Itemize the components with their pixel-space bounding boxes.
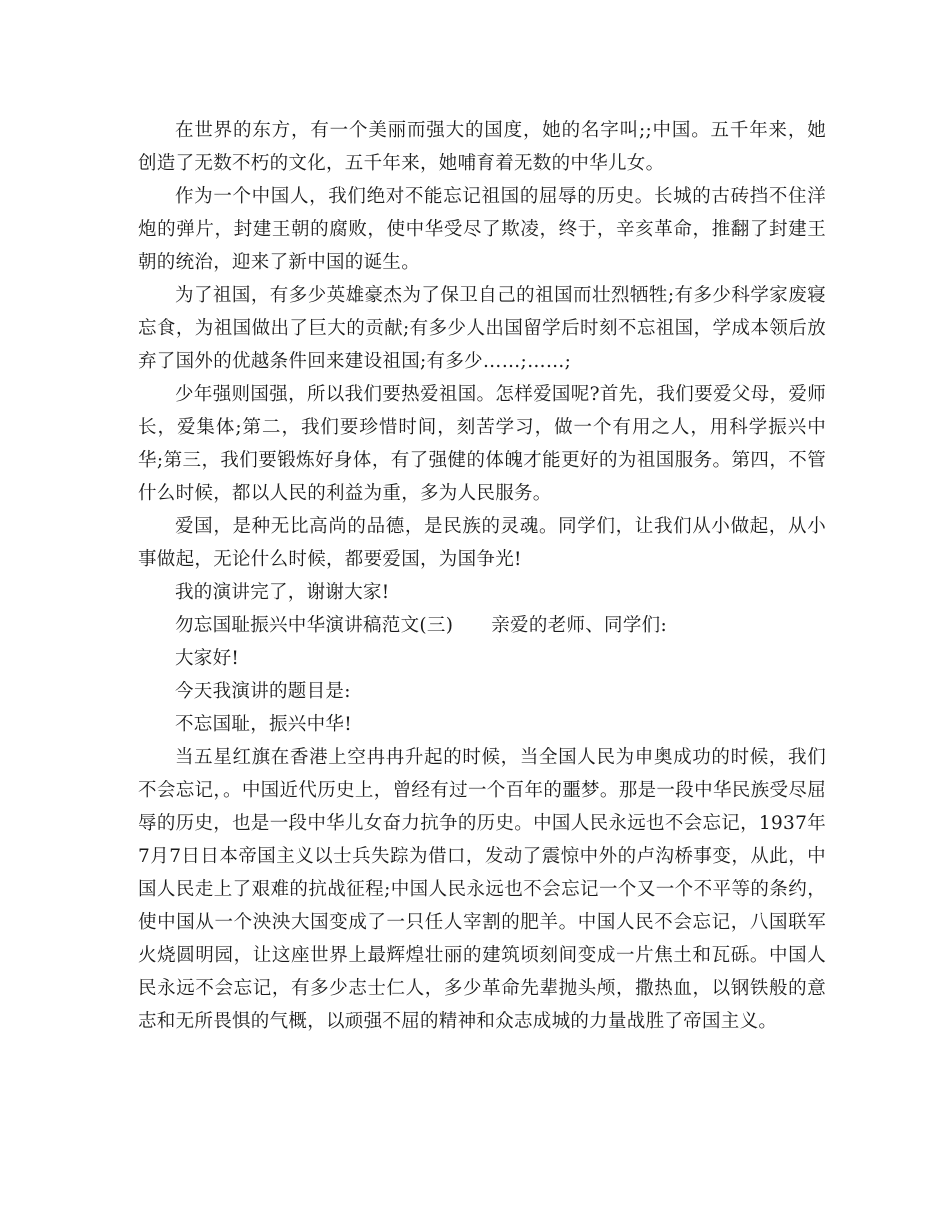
- salutation: 亲爱的老师、同学们:: [491, 615, 667, 636]
- closing-paragraph: 当五星红旗在香港上空冉冉升起的时候，当全国人民为申奥成功的时候，我们不会忘记，。中国近代历史上，曾经有过一个百年的噩梦。那是一段中华民族受尽屈辱的历史，也是一段中华儿女奋力抗争的历史。中国人民永远也不会忘记，1937年7月7日日本帝国主义以士兵失踪为借口，发动了震惊中外的卢沟桥事变，从此，中国人民走上了艰难的抗战征程;中国人民永远也不会忘记一个又一个不平等的条约，使中国从一个泱泱大国变成了一只任人宰割的肥羊。中国人民不会忘记，八国联军火烧圆明园，让这座世界上最辉煌壮丽的建筑顷刻间变成一片焦土和瓦砾。中国人民永远不会忘记，有多少志士仁人，多少革命先辈抛头颅，撒热血，以钢铁般的意志和无所畏惧的气概，以顽强不屈的精神和众志成城的力量战胜了帝国主义。: [138, 747, 826, 1032]
- paragraph-1: 在世界的东方，有一个美丽而强大的国度，她的名字叫;;中国。五千年来，她创造了无数不朽的文化，五千年来，她哺育着无数的中华儿女。: [138, 120, 826, 174]
- paragraph-5: 爱国，是种无比高尚的品德，是民族的灵魂。同学们，让我们从小做起，从小事做起，无论什么时候，都要爱国，为国争光!: [138, 516, 826, 570]
- paragraph-6: 我的演讲完了，谢谢大家!: [175, 582, 390, 603]
- greeting: 大家好!: [175, 648, 240, 669]
- topic-intro: 今天我演讲的题目是:: [175, 681, 351, 702]
- section-title: 勿忘国耻振兴中华演讲稿范文(三): [175, 615, 454, 636]
- paragraph-3: 为了祖国，有多少英雄豪杰为了保卫自己的祖国而壮烈牺牲;有多少科学家废寝忘食，为祖国做出了巨大的贡献;有多少人出国留学后时刻不忘祖国，学成本领后放弃了国外的优越条件回来建设祖国;有多少……;……;: [138, 285, 826, 372]
- section-heading-line: [138, 609, 826, 642]
- paragraph-2: 作为一个中国人，我们绝对不能忘记祖国的屈辱的历史。长城的古砖挡不住洋炮的弹片，封建王朝的腐败，使中华受尽了欺凌，终于，辛亥革命，推翻了封建王朝的统治，迎来了新中国的诞生。: [138, 186, 826, 273]
- speech-topic: 不忘国耻，振兴中华!: [175, 714, 352, 735]
- document-body: [138, 114, 826, 1038]
- paragraph-4: 少年强则国强，所以我们要热爱祖国。怎样爱国呢?首先，我们要爱父母，爱师长，爱集体;第二，我们要珍惜时间，刻苦学习，做一个有用之人，用科学振兴中华;第三，我们要锻炼好身体，有了强健的体魄才能更好的为祖国服务。第四，不管什么时候，都以人民的利益为重，多为人民服务。: [138, 384, 826, 504]
